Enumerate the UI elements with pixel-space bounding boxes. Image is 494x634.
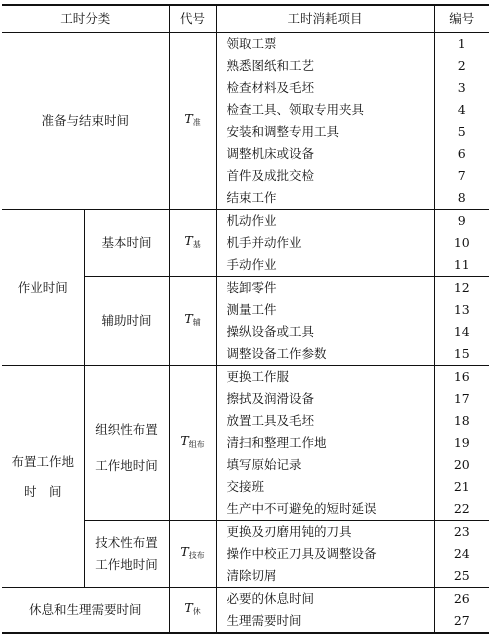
code-basic: $T_基$	[169, 210, 216, 277]
item-number: 27	[434, 610, 489, 633]
item-label: 清扫和整理工作地	[216, 432, 434, 454]
item-label: 操作中校正刀具及调整设备	[216, 543, 434, 565]
item-number: 11	[434, 254, 489, 277]
item-number: 20	[434, 454, 489, 476]
item-label: 擦拭及润滑设备	[216, 388, 434, 410]
table-header-row	[2, 5, 489, 33]
item-number: 17	[434, 388, 489, 410]
subcategory-organizational: 组织性布置 工作地时间	[84, 366, 169, 521]
item-label: 机手并动作业	[216, 232, 434, 254]
item-label: 机动作业	[216, 210, 434, 233]
category-prep-finish: 准备与结束时间	[2, 33, 169, 210]
item-number: 16	[434, 366, 489, 389]
code-auxiliary: $T_辅$	[169, 277, 216, 366]
item-label: 领取工票	[216, 33, 434, 56]
item-label: 更换及刃磨用钝的刀具	[216, 521, 434, 544]
item-label: 测量工件	[216, 299, 434, 321]
item-number: 1	[434, 33, 489, 56]
item-number: 3	[434, 77, 489, 99]
header-item: 工时消耗项目	[216, 5, 434, 33]
table-row	[2, 588, 489, 611]
header-code: 代号	[169, 5, 216, 33]
code-technical: $T_{技布}$	[169, 521, 216, 588]
item-label: 操纵设备或工具	[216, 321, 434, 343]
item-label: 检查材料及毛坯	[216, 77, 434, 99]
code-organizational: $T_{组布}$	[169, 366, 216, 521]
item-label: 检查工具、领取专用夹具	[216, 99, 434, 121]
item-label: 手动作业	[216, 254, 434, 277]
item-number: 22	[434, 498, 489, 521]
item-number: 21	[434, 476, 489, 498]
item-label: 清除切屑	[216, 565, 434, 588]
item-number: 18	[434, 410, 489, 432]
item-label: 生产中不可避免的短时延误	[216, 498, 434, 521]
item-label: 安装和调整专用工具	[216, 121, 434, 143]
item-number: 4	[434, 99, 489, 121]
item-number: 19	[434, 432, 489, 454]
code-rest: $T_休$	[169, 588, 216, 634]
item-number: 10	[434, 232, 489, 254]
item-label: 熟悉图纸和工艺	[216, 55, 434, 77]
category-workplace: 布置工作地 时 间	[2, 366, 84, 588]
code-prep: $T_准$	[169, 33, 216, 210]
item-label: 结束工作	[216, 187, 434, 210]
item-label: 必要的休息时间	[216, 588, 434, 611]
item-label: 放置工具及毛坯	[216, 410, 434, 432]
work-time-classification-table	[2, 4, 489, 634]
subcategory-auxiliary: 辅助时间	[84, 277, 169, 366]
category-operation: 作业时间	[2, 210, 84, 366]
item-number: 15	[434, 343, 489, 366]
item-number: 25	[434, 565, 489, 588]
category-rest: 休息和生理需要时间	[2, 588, 169, 634]
header-category: 工时分类	[2, 5, 169, 33]
header-number: 编号	[434, 5, 489, 33]
item-number: 9	[434, 210, 489, 233]
subcategory-technical: 技术性布置 工作地时间	[84, 521, 169, 588]
subcategory-basic: 基本时间	[84, 210, 169, 277]
item-label: 首件及成批交检	[216, 165, 434, 187]
item-label: 更换工作服	[216, 366, 434, 389]
item-number: 7	[434, 165, 489, 187]
item-number: 12	[434, 277, 489, 300]
item-label: 填写原始记录	[216, 454, 434, 476]
item-label: 调整设备工作参数	[216, 343, 434, 366]
item-number: 6	[434, 143, 489, 165]
table-row	[2, 210, 489, 233]
table-row	[2, 33, 489, 56]
item-number: 2	[434, 55, 489, 77]
item-label: 调整机床或设备	[216, 143, 434, 165]
item-number: 14	[434, 321, 489, 343]
item-number: 24	[434, 543, 489, 565]
item-label: 生理需要时间	[216, 610, 434, 633]
item-number: 26	[434, 588, 489, 611]
item-number: 8	[434, 187, 489, 210]
item-label: 交接班	[216, 476, 434, 498]
item-number: 13	[434, 299, 489, 321]
item-number: 5	[434, 121, 489, 143]
item-number: 23	[434, 521, 489, 544]
item-label: 装卸零件	[216, 277, 434, 300]
table-row	[2, 366, 489, 389]
